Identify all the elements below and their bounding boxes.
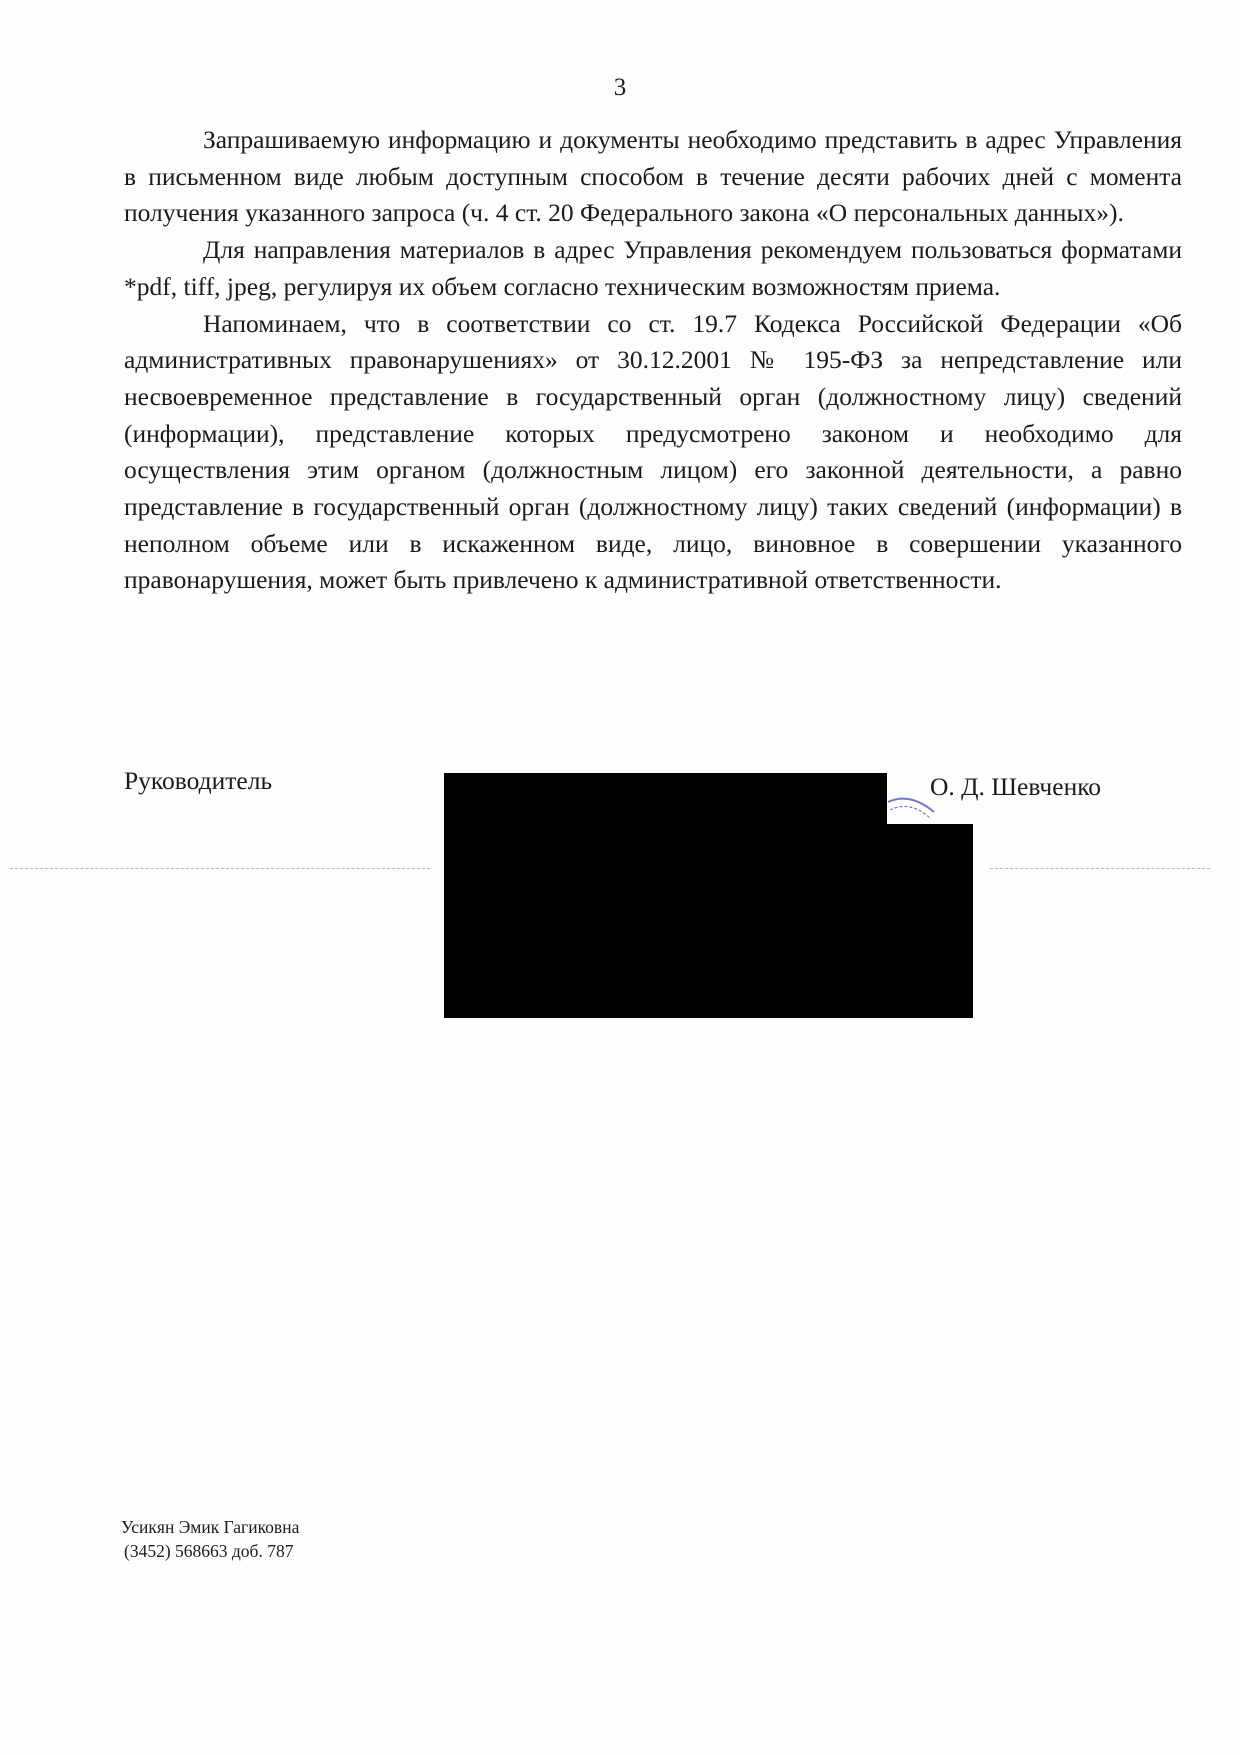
- scan-fold-line-left: [10, 868, 430, 869]
- redaction-block: [444, 773, 887, 1018]
- redaction-block-extension: [887, 824, 973, 1018]
- paragraph-liability-reminder: Напоминаем, что в соответствии со ст. 19.7 Кодекса Российской Федерации «Об административных правонарушениях» от 30.12.2001 № 195-ФЗ за непредставление или несвоевременное представление в государственный орган (должностному лицу) сведений (информации), представление которых предусмотрено законом и необходимо для осуществления этим органом (должностным лицом) его законной деятельности, а равно представление в государственный орган (должностному лицу) таких сведений (информации) в неполном объеме или в искаженном виде, лицо, виновное в совершении указанного правонарушения, может быть привлечено к административной ответственности.: [124, 308, 1182, 595]
- executor-block: [121, 1515, 299, 1563]
- signatory-name: О. Д. Шевченко: [930, 772, 1102, 801]
- paragraph-file-formats: Для направления материалов в адрес Управления рекомендуем пользоваться форматами *pdf, tiff, jpeg, регулируя их объем согласно техническим возможностям приема.: [124, 235, 1182, 301]
- signatory-position: Руководитель: [124, 766, 273, 795]
- executor-name: Усикян Эмик Гагиковна: [121, 1517, 300, 1537]
- letter-body: [124, 122, 1182, 599]
- page-number: 3: [613, 74, 627, 101]
- executor-phone: (3452) 568663 доб. 787: [124, 1541, 294, 1561]
- scan-fold-line-right: [990, 868, 1210, 869]
- paragraph-information-request: Запрашиваемую информацию и документы необходимо представить в адрес Управления в письменном виде любым доступным способом в течение десяти рабочих дней с момента получения указанного запроса (ч. 4 ст. 20 Федерального закона «О персональных данных»).: [124, 125, 1182, 228]
